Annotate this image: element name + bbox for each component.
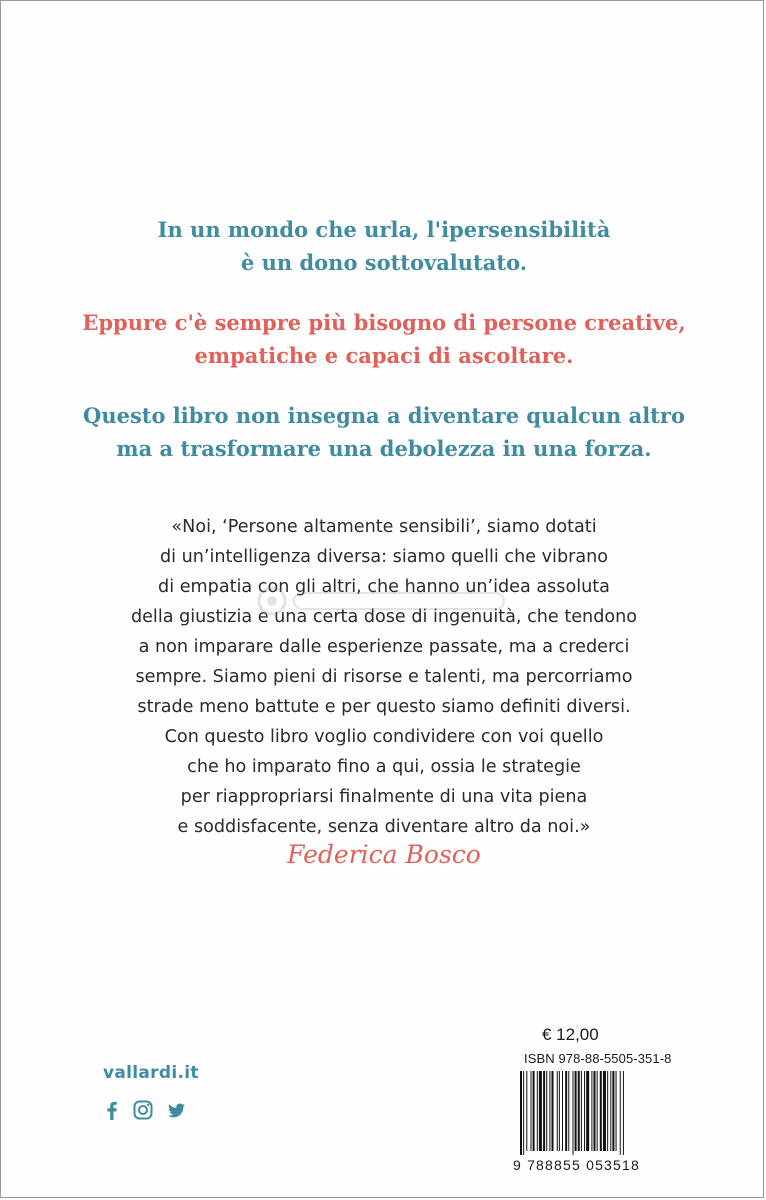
blurb-line-2: è un dono sottovalutato. (240, 250, 528, 275)
barcode-bar (584, 1071, 585, 1151)
barcode-bar (539, 1071, 542, 1151)
price-label: € 12,00 (542, 1025, 599, 1044)
barcode-bar (557, 1071, 558, 1151)
quote-line: sempre. Siamo pieni di risorse e talenti, ma percorriamo (135, 667, 633, 687)
barcode-bar (597, 1071, 598, 1151)
quote-author: Federica Bosco (287, 840, 481, 869)
instagram-icon[interactable] (132, 1099, 154, 1121)
blurb-line-5: Questo libro non insegna a diventare qualcun altro (83, 403, 685, 428)
barcode-bar (573, 1071, 574, 1155)
quote-line: per riappropriarsi finalmente di una vita piena (180, 787, 588, 807)
quote-line: di empatia con gli altri, che hanno un’idea assoluta (158, 577, 610, 597)
barcode-bar (568, 1071, 569, 1151)
barcode-bar (620, 1071, 621, 1155)
barcode-bar (559, 1071, 560, 1151)
twitter-icon[interactable] (165, 1099, 187, 1121)
barcode-bar (607, 1071, 608, 1151)
barcode-bar (526, 1071, 527, 1151)
barcode (519, 1071, 669, 1155)
barcode-bar (616, 1071, 617, 1151)
blurb-line-6: ma a trasformare una debolezza in una forza. (116, 436, 652, 461)
quote-line: e soddisfacente, senza diventare altro da noi.» (177, 817, 591, 837)
barcode-bar (520, 1071, 522, 1155)
publisher-website-link[interactable]: vallardi.it (103, 1063, 199, 1083)
quote-line: Con questo libro voglio condividere con voi quello (164, 727, 604, 747)
barcode-digits: 9 788855 053518 (513, 1157, 640, 1173)
barcode-bar (531, 1071, 532, 1151)
quote-line: della giustizia e una certa dose di ingenuità, che tendono (130, 607, 638, 627)
quote-line: di un’intelligenza diversa: siamo quelli che vibrano (159, 547, 609, 567)
barcode-bar (581, 1071, 582, 1151)
quote-line: «Noi, ‘Persone altamente sensibili’, siamo dotati (171, 517, 597, 537)
barcode-bar (603, 1071, 606, 1151)
blurb-line-4: empatiche e capaci di ascoltare. (194, 343, 574, 368)
quote-line: strade meno battute e per questo siamo definiti diversi. (137, 697, 631, 717)
barcode-bar (562, 1071, 563, 1151)
facebook-icon[interactable] (101, 1099, 123, 1121)
barcode-bar (578, 1071, 580, 1151)
blurb-line-1: In un mondo che urla, l'ipersensibilità (157, 217, 611, 242)
barcode-bar (537, 1071, 538, 1151)
barcode-bar (533, 1071, 535, 1151)
barcode-bar (543, 1071, 545, 1151)
barcode-bar (565, 1071, 567, 1151)
blurb-highlight (1, 306, 764, 372)
barcode-bar (575, 1071, 577, 1151)
blurb-conclusion (1, 399, 764, 465)
barcode-bar (549, 1071, 550, 1151)
barcode-bar (612, 1071, 614, 1151)
barcode-bar (546, 1071, 547, 1151)
barcode-bar (552, 1071, 554, 1151)
quote-line: a non imparare dalle esperienze passate, ma a crederci (138, 637, 630, 657)
barcode-bar (591, 1071, 592, 1151)
barcode-bar (600, 1071, 602, 1151)
barcode-bar (594, 1071, 596, 1151)
barcode-bar (586, 1071, 589, 1151)
barcode-bar (623, 1071, 624, 1155)
barcode-bar (523, 1071, 524, 1155)
isbn-label: ISBN 978-88-5505-351-8 (524, 1051, 672, 1066)
barcode-bar (610, 1071, 611, 1151)
author-quote (1, 512, 764, 842)
blurb-intro (1, 213, 764, 279)
quote-line: che ho imparato fino a qui, ossia le strategie (187, 757, 581, 777)
blurb-line-3: Eppure c'è sempre più bisogno di persone creative, (82, 310, 686, 335)
